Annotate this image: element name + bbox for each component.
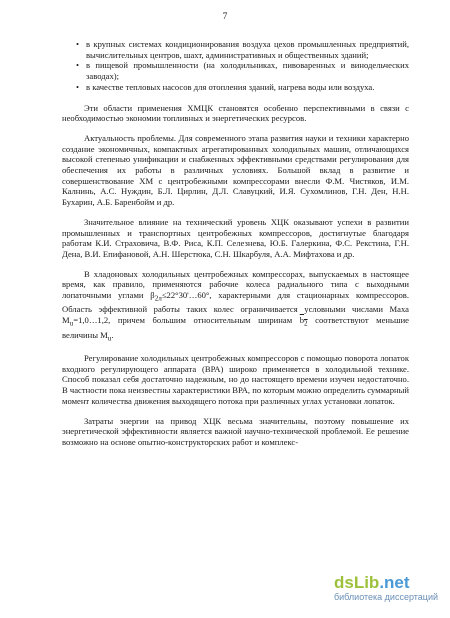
watermark-logo xyxy=(334,574,438,602)
symbol-b2: $b_2$ xyxy=(299,315,308,328)
list-item xyxy=(62,39,409,60)
paragraph-influence: Значительное влияние на технический уровень ХЦК оказывают успехи в развитии промышленных и транспортных центробежных компрессоров, достигнутые благодаря работам К.И. Страховича, В.Ф. Риса, К.П. Селезнева, Ю.Б. Галеркина, Ф.С. Рекстина, Г.Н. Дена, В.И. Епифановой, А.Н. Шерстюка, С.Н. Шкарбуля, А.А. Мифтахова и др. xyxy=(62,216,409,259)
bullet-text: в качестве тепловых насосов для отопления зданий, нагрева воды или воздуха. xyxy=(86,81,375,92)
watermark-subtitle: библиотека диссертаций xyxy=(333,592,438,602)
bullet-icon: • xyxy=(76,81,80,92)
paragraph-applications: Эти области применения ХМЦК становятся особенно перспективными в связи с необходимостью экономии топливных и энергетических ресурсов. xyxy=(62,102,409,124)
paragraph-relevance: Актуальность проблемы. Для современного этапа развития науки и техники характерно создание экономичных, компактных агрегатированных холодильных машин, отличающихся высокой степенью унификации и снабженных эффективными средствами регулирования для обеспечения их работы в различных условиях. Большой вклад в развитие и совершенствование ХМ с центробежными компрессорами внесли Ф.М. Чистяков, И.М. Калнинь, А.С. Нуждин, Б.Л. Цирлин, Д.Л. Славуцкий, И.Я. Сухомлинов, Г.Н. Ден, Н.Н. Бухарин, А.Б. Баренбойм и др. xyxy=(62,132,409,208)
page-number: 7 xyxy=(222,12,228,22)
bullet-icon: • xyxy=(76,39,80,49)
list-item xyxy=(62,82,409,93)
bullet-text: в крупных системах кондиционирования воздуха цехов промышленных предприятий, вычислительных центров, шахт, административных и общественных зданий; xyxy=(86,39,409,60)
paragraph-energy: Затраты энергии на привод ХЦК весьма значительны, поэтому повышение их энергетической эффективности является важной научно-технической проблемой. Ее решение возможно на основе опытно-конструкторских работ и комплекс- xyxy=(62,415,409,447)
watermark-brand: dsLib.net xyxy=(333,573,410,592)
document-body xyxy=(62,39,409,457)
bullet-icon: • xyxy=(76,60,80,71)
list-item xyxy=(62,60,409,81)
paragraph-regulation: Регулирование холодильных центробежных компрессоров с помощью поворота лопаток входного регулирующего аппарата (ВРА) широко применяется в холодильной технике. Способ показал себя достаточно надежным, но до настоящего времени изучен недостаточно. В частности пока неизвестны характеристики ВРА, по которым можно определить суммарный момент количества движения выходящего потока при различных углах установки лопаток. xyxy=(62,353,409,406)
paragraph-compressors: В хладоновых холодильных центробежных компрессорах, выпускаемых в настоящее время, как правило, применяются рабочие колеса радиального типа с выходными лопаточными углами $\beta_{2л}\le 22^\circ 30'\dots 60^\circ$, характерными для стационарных компрессоров. Область эффективной работы таких колес ограничивается условными числами Маха $M_u=1,0\dots 1,2$, причем большим относительным ширинам $b_2$ соответствуют меньшие величины $M_u$. xyxy=(62,268,410,343)
bullet-text: в пищевой промышленности (на холодильниках, пивоваренных и винодельческих заводах); xyxy=(86,60,409,82)
bullet-list xyxy=(62,39,409,93)
